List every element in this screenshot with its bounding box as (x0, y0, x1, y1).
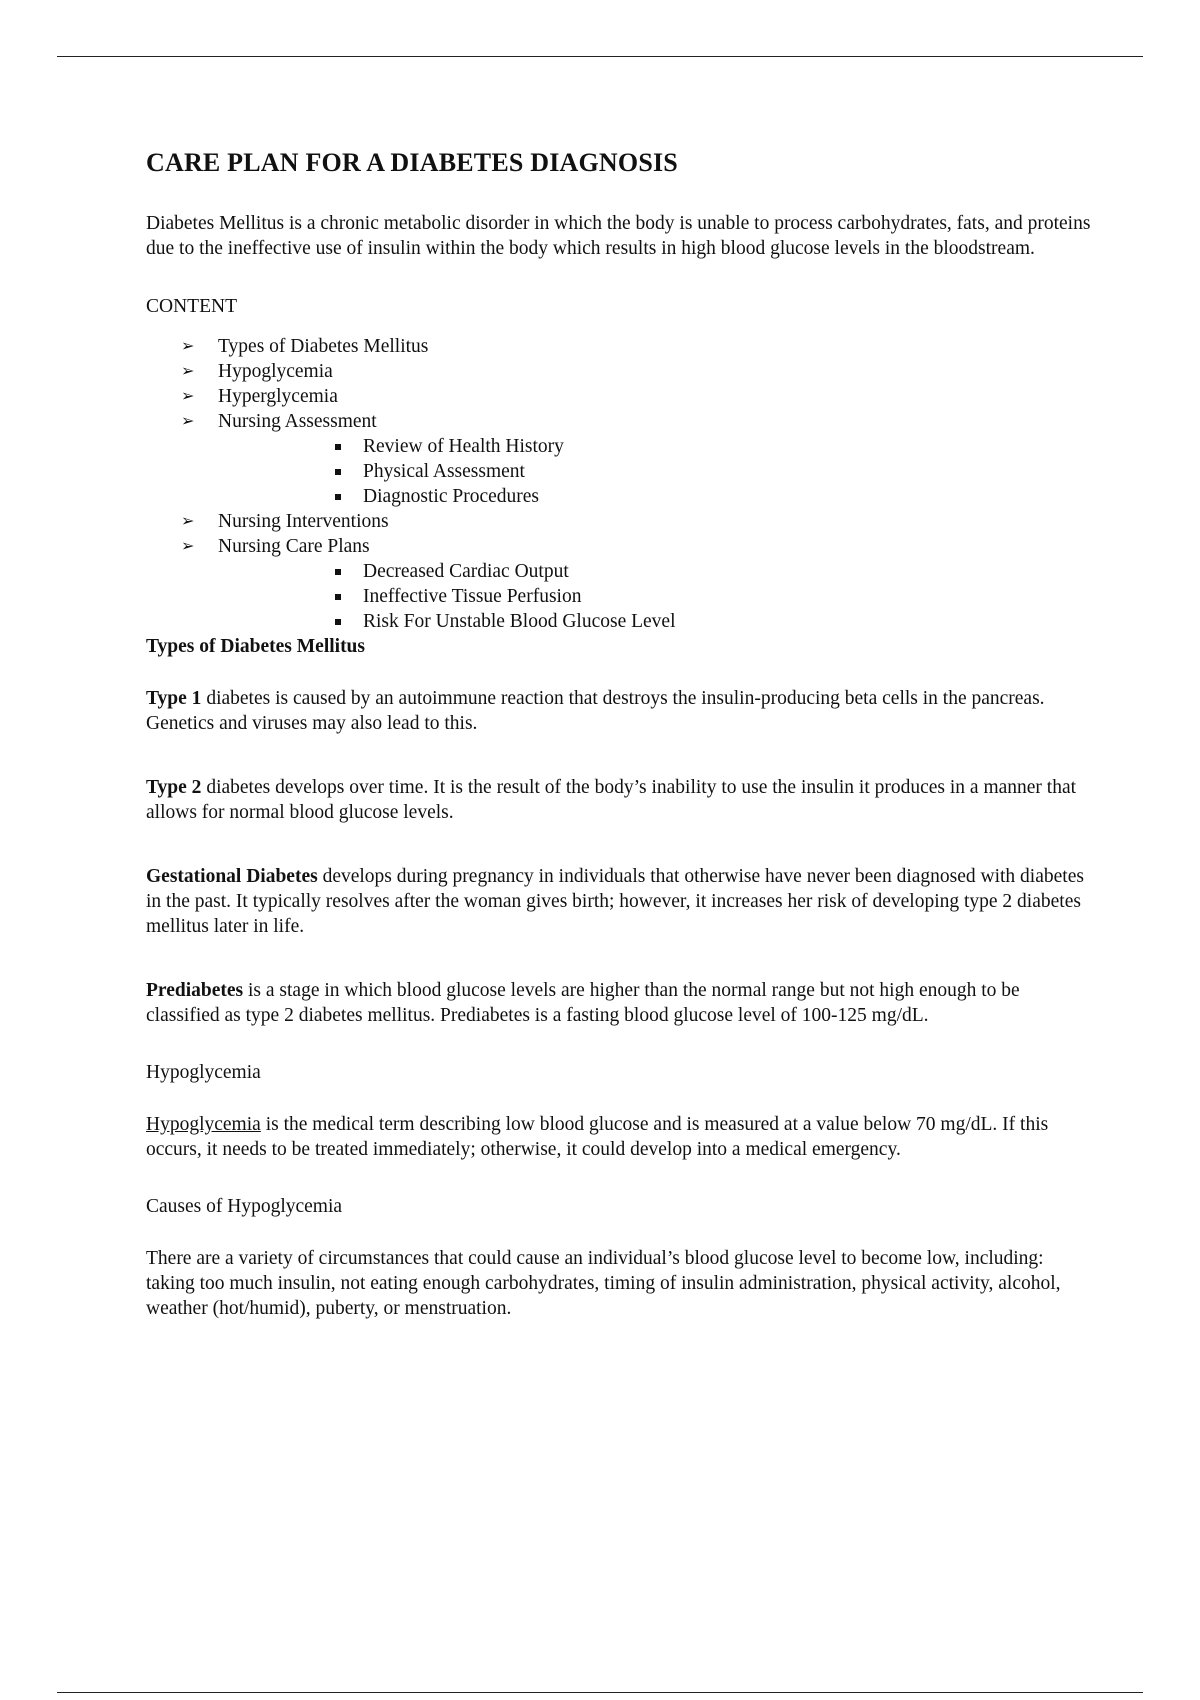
gestational-term: Gestational Diabetes (146, 866, 318, 887)
causes-paragraph: There are a variety of circumstances that could cause an individual’s blood glucose level to become low, including: taking too much insulin, not eating enough carbohydrates, timing of insulin administration, physical activity, alcohol, weather (hot/humid), puberty, or menstruation. (146, 1248, 1061, 1319)
arrow-bullet-icon: ➢ (181, 413, 195, 430)
toc-subitem: Diagnostic Procedures (146, 484, 1096, 509)
arrow-bullet-icon: ➢ (181, 363, 195, 380)
toc-subitem: Review of Health History (146, 434, 1096, 459)
intro-paragraph: Diabetes Mellitus is a chronic metabolic disorder in which the body is unable to process carbohydrates, fats, and proteins due to the ineffective use of insulin within the body which results in high blood glucose levels in the bloodstream. (146, 213, 1091, 259)
toc-subitem: Physical Assessment (146, 459, 1096, 484)
toc-item: ➢ Types of Diabetes Mellitus (181, 336, 429, 357)
header-rule (57, 56, 1143, 57)
document-body (146, 140, 1096, 1321)
toc-item: ➢ Hyperglycemia (181, 386, 338, 407)
square-bullet-icon (335, 569, 341, 575)
hypoglycemia-paragraph: Hypoglycemia is the medical term describing low blood glucose and is measured at a value below 70 mg/dL. If this occurs, it needs to be treated immediately; otherwise, it could develop into a medical emergency. (146, 1114, 1049, 1160)
type2-term: Type 2 (146, 777, 202, 798)
toc-item: ➢ Nursing Interventions (181, 511, 389, 532)
toc-item: ➢ Nursing Care Plans Decreased Cardiac Output Ineffective Tissue Perfusion Risk For Unstable Blood Glucose Level (146, 534, 1096, 634)
toc-subitem: Decreased Cardiac Output (146, 559, 1096, 584)
toc-item: ➢ Nursing Assessment Review of Health History Physical Assessment Diagnostic Procedures (146, 409, 1096, 509)
content-label: CONTENT (146, 296, 237, 317)
type1-paragraph: Type 1 diabetes is caused by an autoimmune reaction that destroys the insulin-producing beta cells in the pancreas. Genetics and viruses may also lead to this. (146, 688, 1045, 734)
arrow-bullet-icon: ➢ (181, 388, 195, 405)
type2-paragraph: Type 2 diabetes develops over time. It is the result of the body’s inability to use the insulin it produces in a manner that allows for normal blood glucose levels. (146, 777, 1077, 823)
square-bullet-icon (335, 494, 341, 500)
type1-term: Type 1 (146, 688, 202, 709)
toc-sublist (218, 559, 1096, 634)
arrow-bullet-icon: ➢ (181, 538, 195, 555)
causes-heading: Causes of Hypoglycemia (146, 1196, 343, 1217)
prediabetes-paragraph: Prediabetes is a stage in which blood glucose levels are higher than the normal range but not high enough to be classified as type 2 diabetes mellitus. Prediabetes is a fasting blood glucose level of 100-125 mg/dL. (146, 980, 1020, 1026)
arrow-bullet-icon: ➢ (181, 513, 195, 530)
square-bullet-icon (335, 469, 341, 475)
types-heading: Types of Diabetes Mellitus (146, 636, 365, 657)
square-bullet-icon (335, 619, 341, 625)
square-bullet-icon (335, 444, 341, 450)
page-title: CARE PLAN FOR A DIABETES DIAGNOSIS (146, 148, 678, 177)
hypoglycemia-heading: Hypoglycemia (146, 1062, 261, 1083)
arrow-bullet-icon: ➢ (181, 338, 195, 355)
toc-item: ➢ Hypoglycemia (181, 361, 333, 382)
prediabetes-term: Prediabetes (146, 980, 244, 1001)
footer-rule (57, 1692, 1143, 1693)
toc-sublist (218, 434, 1096, 509)
gestational-paragraph: Gestational Diabetes develops during pregnancy in individuals that otherwise have never been diagnosed with diabetes in the past. It typically resolves after the woman gives birth; however, it increases her risk of developing type 2 diabetes mellitus later in life. (146, 866, 1084, 937)
hypoglycemia-term: Hypoglycemia (146, 1114, 261, 1135)
toc-subitem: Ineffective Tissue Perfusion (146, 584, 1096, 609)
square-bullet-icon (335, 594, 341, 600)
table-of-contents (146, 334, 1096, 634)
toc-subitem: Risk For Unstable Blood Glucose Level (146, 609, 1096, 634)
